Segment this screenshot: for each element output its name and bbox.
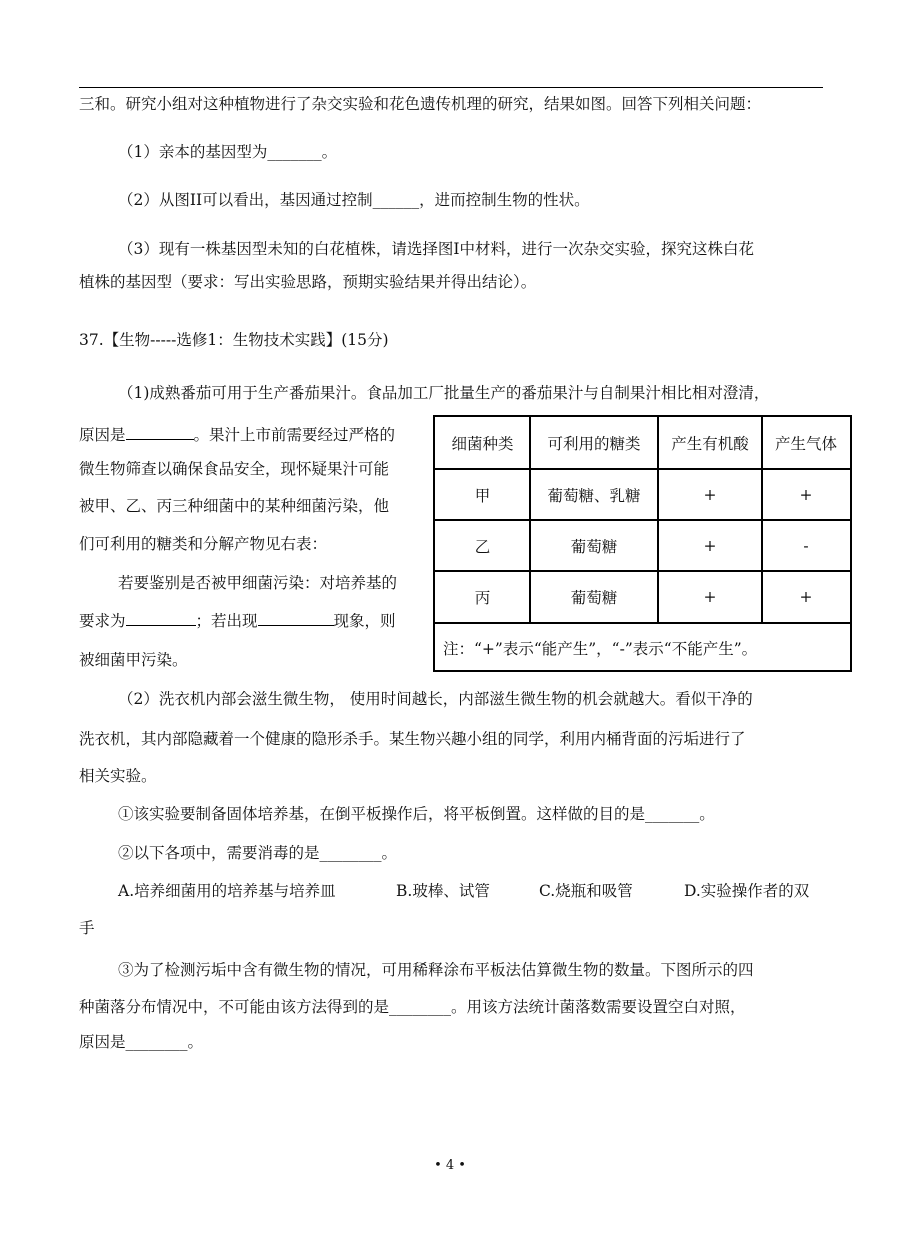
q37-part1-line2-post: 。果汁上市前需要经过严格的 xyxy=(193,426,396,444)
q37-part2-line2: 洗衣机，其内部隐藏着一个健康的隐形杀手。某生物兴趣小组的同学，利用内桶背面的污垢进行了 xyxy=(79,730,746,748)
q36-part1: （1）亲本的基因型为_______。 xyxy=(118,143,338,161)
table-divider xyxy=(435,622,850,624)
q37-part1-line7-pre: 要求为 xyxy=(79,612,126,630)
q37-part1-line5: 们可利用的糖类和分解产物见右表： xyxy=(79,535,328,553)
answer-blank xyxy=(126,425,194,440)
q36-part3-line1: （3）现有一株基因型未知的白花植株，请选择图Ⅰ中材料，进行一次杂交实验，探究这株白花 xyxy=(118,240,754,258)
option-a: A.培养细菌用的培养基与培养皿 xyxy=(118,882,336,900)
table-cell: 葡萄糖 xyxy=(570,588,618,607)
answer-blank xyxy=(126,611,196,626)
table-cell: + xyxy=(703,485,717,504)
q37-part1-line7-post: 现象，则 xyxy=(333,612,396,630)
q37-part1-line7 xyxy=(79,611,396,631)
header-rule xyxy=(79,87,823,88)
table-cell: 甲 xyxy=(474,486,491,505)
table-cell: - xyxy=(803,536,809,555)
q37-sub1: ①该实验要制备固体培养基，在倒平板操作后，将平板倒置。这样做的目的是_______。 xyxy=(118,805,715,823)
q37-part2-line3: 相关实验。 xyxy=(79,767,157,785)
q37-part1-line6: 若要鉴别是否被甲细菌污染：对培养基的 xyxy=(118,574,398,592)
q37-part2-line1: （2）洗衣机内部会滋生微生物， 使用时间越长，内部滋生微生物的机会就越大。看似干净的 xyxy=(118,690,753,708)
table-cell: 葡萄糖、乳糖 xyxy=(547,486,641,505)
q36-part3-line2: 植株的基因型（要求：写出实验思路，预期实验结果并得出结论）。 xyxy=(79,273,537,291)
table-header-cell: 可利用的糖类 xyxy=(547,434,641,453)
q37-sub3-line2: 种菌落分布情况中，不可能由该方法得到的是________。用该方法统计菌落数需要设置空白对照， xyxy=(79,998,746,1016)
q37-part1-line2-pre: 原因是 xyxy=(79,426,126,444)
table-cell: 丙 xyxy=(474,588,491,607)
q37-sub3-line1: ③为了检测污垢中含有微生物的情况，可用稀释涂布平板法估算微生物的数量。下图所示的四 xyxy=(118,961,754,979)
table-cell: + xyxy=(703,536,717,555)
table-cell: 葡萄糖 xyxy=(570,537,618,556)
table-header-cell: 产生有机酸 xyxy=(671,434,749,453)
option-d-cont: 手 xyxy=(79,919,95,937)
q37-part1-line1: （1)成熟番茄可用于生产番茄果汁。食品加工厂批量生产的番茄果汁与自制果汁相比相对澄清， xyxy=(118,384,770,402)
option-d: D.实验操作者的双 xyxy=(684,882,810,900)
page-number: • 4 • xyxy=(434,1158,466,1173)
bacteria-table xyxy=(433,415,852,672)
q37-part1-line2 xyxy=(79,425,395,445)
q37-part1-line7-mid: ；若出现 xyxy=(195,612,258,630)
q37-sub3-line3: 原因是________。 xyxy=(79,1033,204,1051)
table-header-cell: 产生气体 xyxy=(774,434,837,453)
table-cell: + xyxy=(799,587,813,606)
q36-part2: （2）从图II可以看出，基因通过控制______，进而控制生物的性状。 xyxy=(118,191,590,209)
q37-part1-line4: 被甲、乙、丙三种细菌中的某种细菌污染，他 xyxy=(79,497,390,515)
q36-intro: 三和。研究小组对这种植物进行了杂交实验和花色遗传机理的研究，结果如图。回答下列相关问题： xyxy=(79,95,762,113)
table-cell: + xyxy=(799,485,813,504)
q37-title: 37.【生物-----选修1：生物技术实践】(15分) xyxy=(79,331,389,349)
option-c: C.烧瓶和吸管 xyxy=(539,882,633,900)
q37-part1-line8: 被细菌甲污染。 xyxy=(79,651,188,669)
q37-sub2: ②以下各项中，需要消毒的是________。 xyxy=(118,844,398,862)
option-b: B.玻棒、试管 xyxy=(396,882,490,900)
table-note: 注：“+”表示“能产生”，“-”表示“不能产生”。 xyxy=(443,640,758,658)
table-cell: + xyxy=(703,587,717,606)
answer-blank xyxy=(258,611,334,626)
q37-part1-line3: 微生物筛查以确保食品安全，现怀疑果汁可能 xyxy=(79,460,390,478)
table-cell: 乙 xyxy=(474,537,491,556)
table-header-cell: 细菌种类 xyxy=(451,434,514,453)
